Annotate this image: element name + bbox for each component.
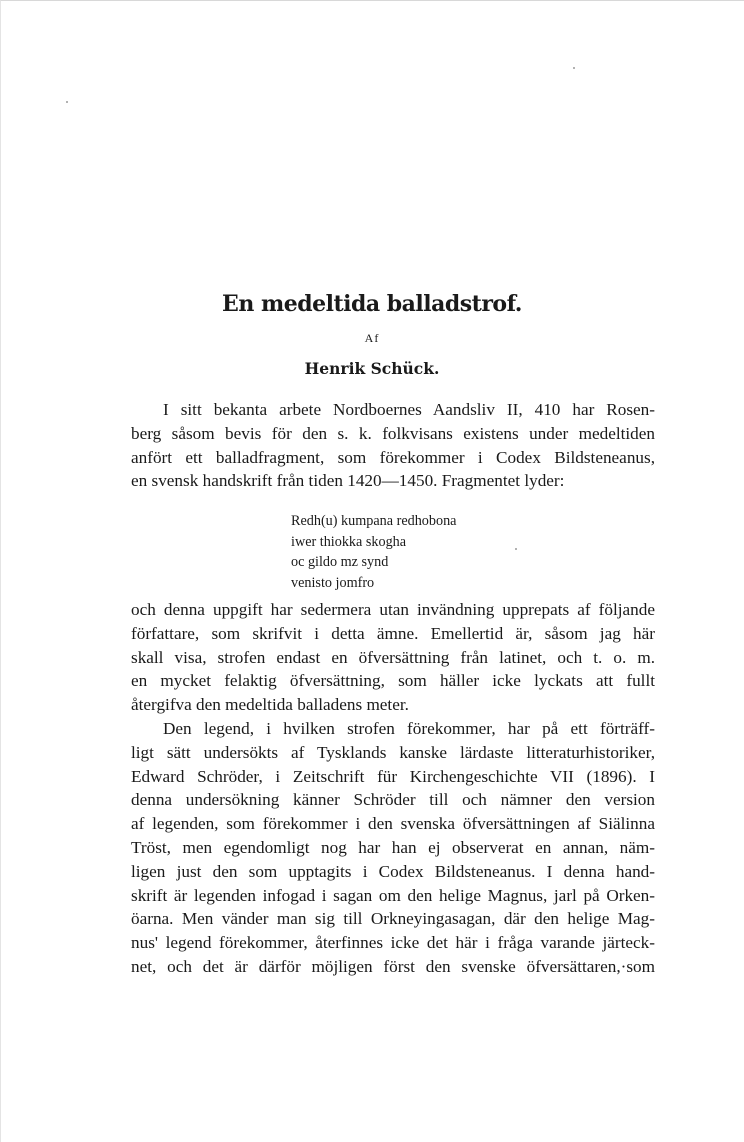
text-line: nus' legend förekommer, återfinnes icke det här i fråga varande järteck- — [131, 933, 655, 953]
article-byline: Af — [364, 331, 380, 345]
text-line: Edward Schröder, i Zeitschrift für Kirchengeschichte VII (1896). I — [131, 766, 655, 786]
verse-line: Redh(u) kumpana redhobona — [291, 513, 457, 529]
text-line: denna undersökning känner Schröder till och nämner den version — [131, 790, 655, 810]
text-line: Den legend, i hvilken strofen förekommer, har på ett förträff- — [163, 719, 655, 738]
article-title: En medeltida balladstrof. — [222, 291, 522, 317]
verse-line: venisto jomfro — [291, 574, 375, 591]
scan-speck — [573, 67, 575, 69]
text-line: net, och det är därför möjligen först den svenske öfversättaren,·som — [131, 956, 655, 976]
text-line: en svensk handskrift från tiden 1420—1450. Fragmentet lyder: — [131, 471, 565, 491]
text-line: öarna. Men vänder man sig till Orkneyingasagan, där den helige Mag- — [131, 909, 655, 929]
text-line: skall visa, strofen endast en öfversättning från latinet, och t. o. m. — [131, 647, 655, 667]
verse-line: oc gildo mz synd — [291, 554, 389, 570]
text-line: berg såsom bevis för den s. k. folkvisans existens under medeltiden — [131, 423, 655, 443]
text-line: en mycket felaktig öfversättning, som häller icke lyckats att fullt — [131, 671, 655, 691]
text-line: författare, som skrifvit i detta ämne. Emellertid är, såsom jag här — [131, 623, 655, 643]
paragraph-1 — [131, 398, 655, 493]
paragraph-2 — [131, 598, 655, 717]
text-line: ligen just den som upptagits i Codex Bildsteneanus. I denna hand- — [131, 861, 655, 881]
scan-speck — [66, 101, 68, 103]
article-author: Henrik Schück. — [304, 359, 440, 378]
text-line: af legenden, som förekommer i den svenska öfversättningen af Siälinna — [131, 814, 655, 834]
text-line: och denna uppgift har sedermera utan invändning upprepats af följande — [131, 600, 655, 619]
text-line: återgifva den medeltida balladens meter. — [131, 695, 409, 715]
text-line: skrift är legenden infogad i sagan om den helige Magnus, jarl på Orken- — [131, 885, 655, 905]
paragraph-3 — [131, 717, 655, 979]
scan-speck — [515, 548, 517, 550]
text-line: ligt sätt undersökts af Tysklands kanske lärdaste litteraturhistoriker, — [131, 742, 655, 762]
ballad-verse — [291, 511, 456, 593]
text-line: I sitt bekanta arbete Nordboernes Aandsliv II, 410 har Rosen- — [163, 400, 655, 419]
verse-line: iwer thiokka skogha — [291, 533, 407, 550]
text-line: anfört ett balladfragment, som förekommer i Codex Bildsteneanus, — [131, 447, 655, 467]
text-line: Tröst, men egendomligt nog har han ej observerat en annan, näm- — [131, 837, 655, 857]
